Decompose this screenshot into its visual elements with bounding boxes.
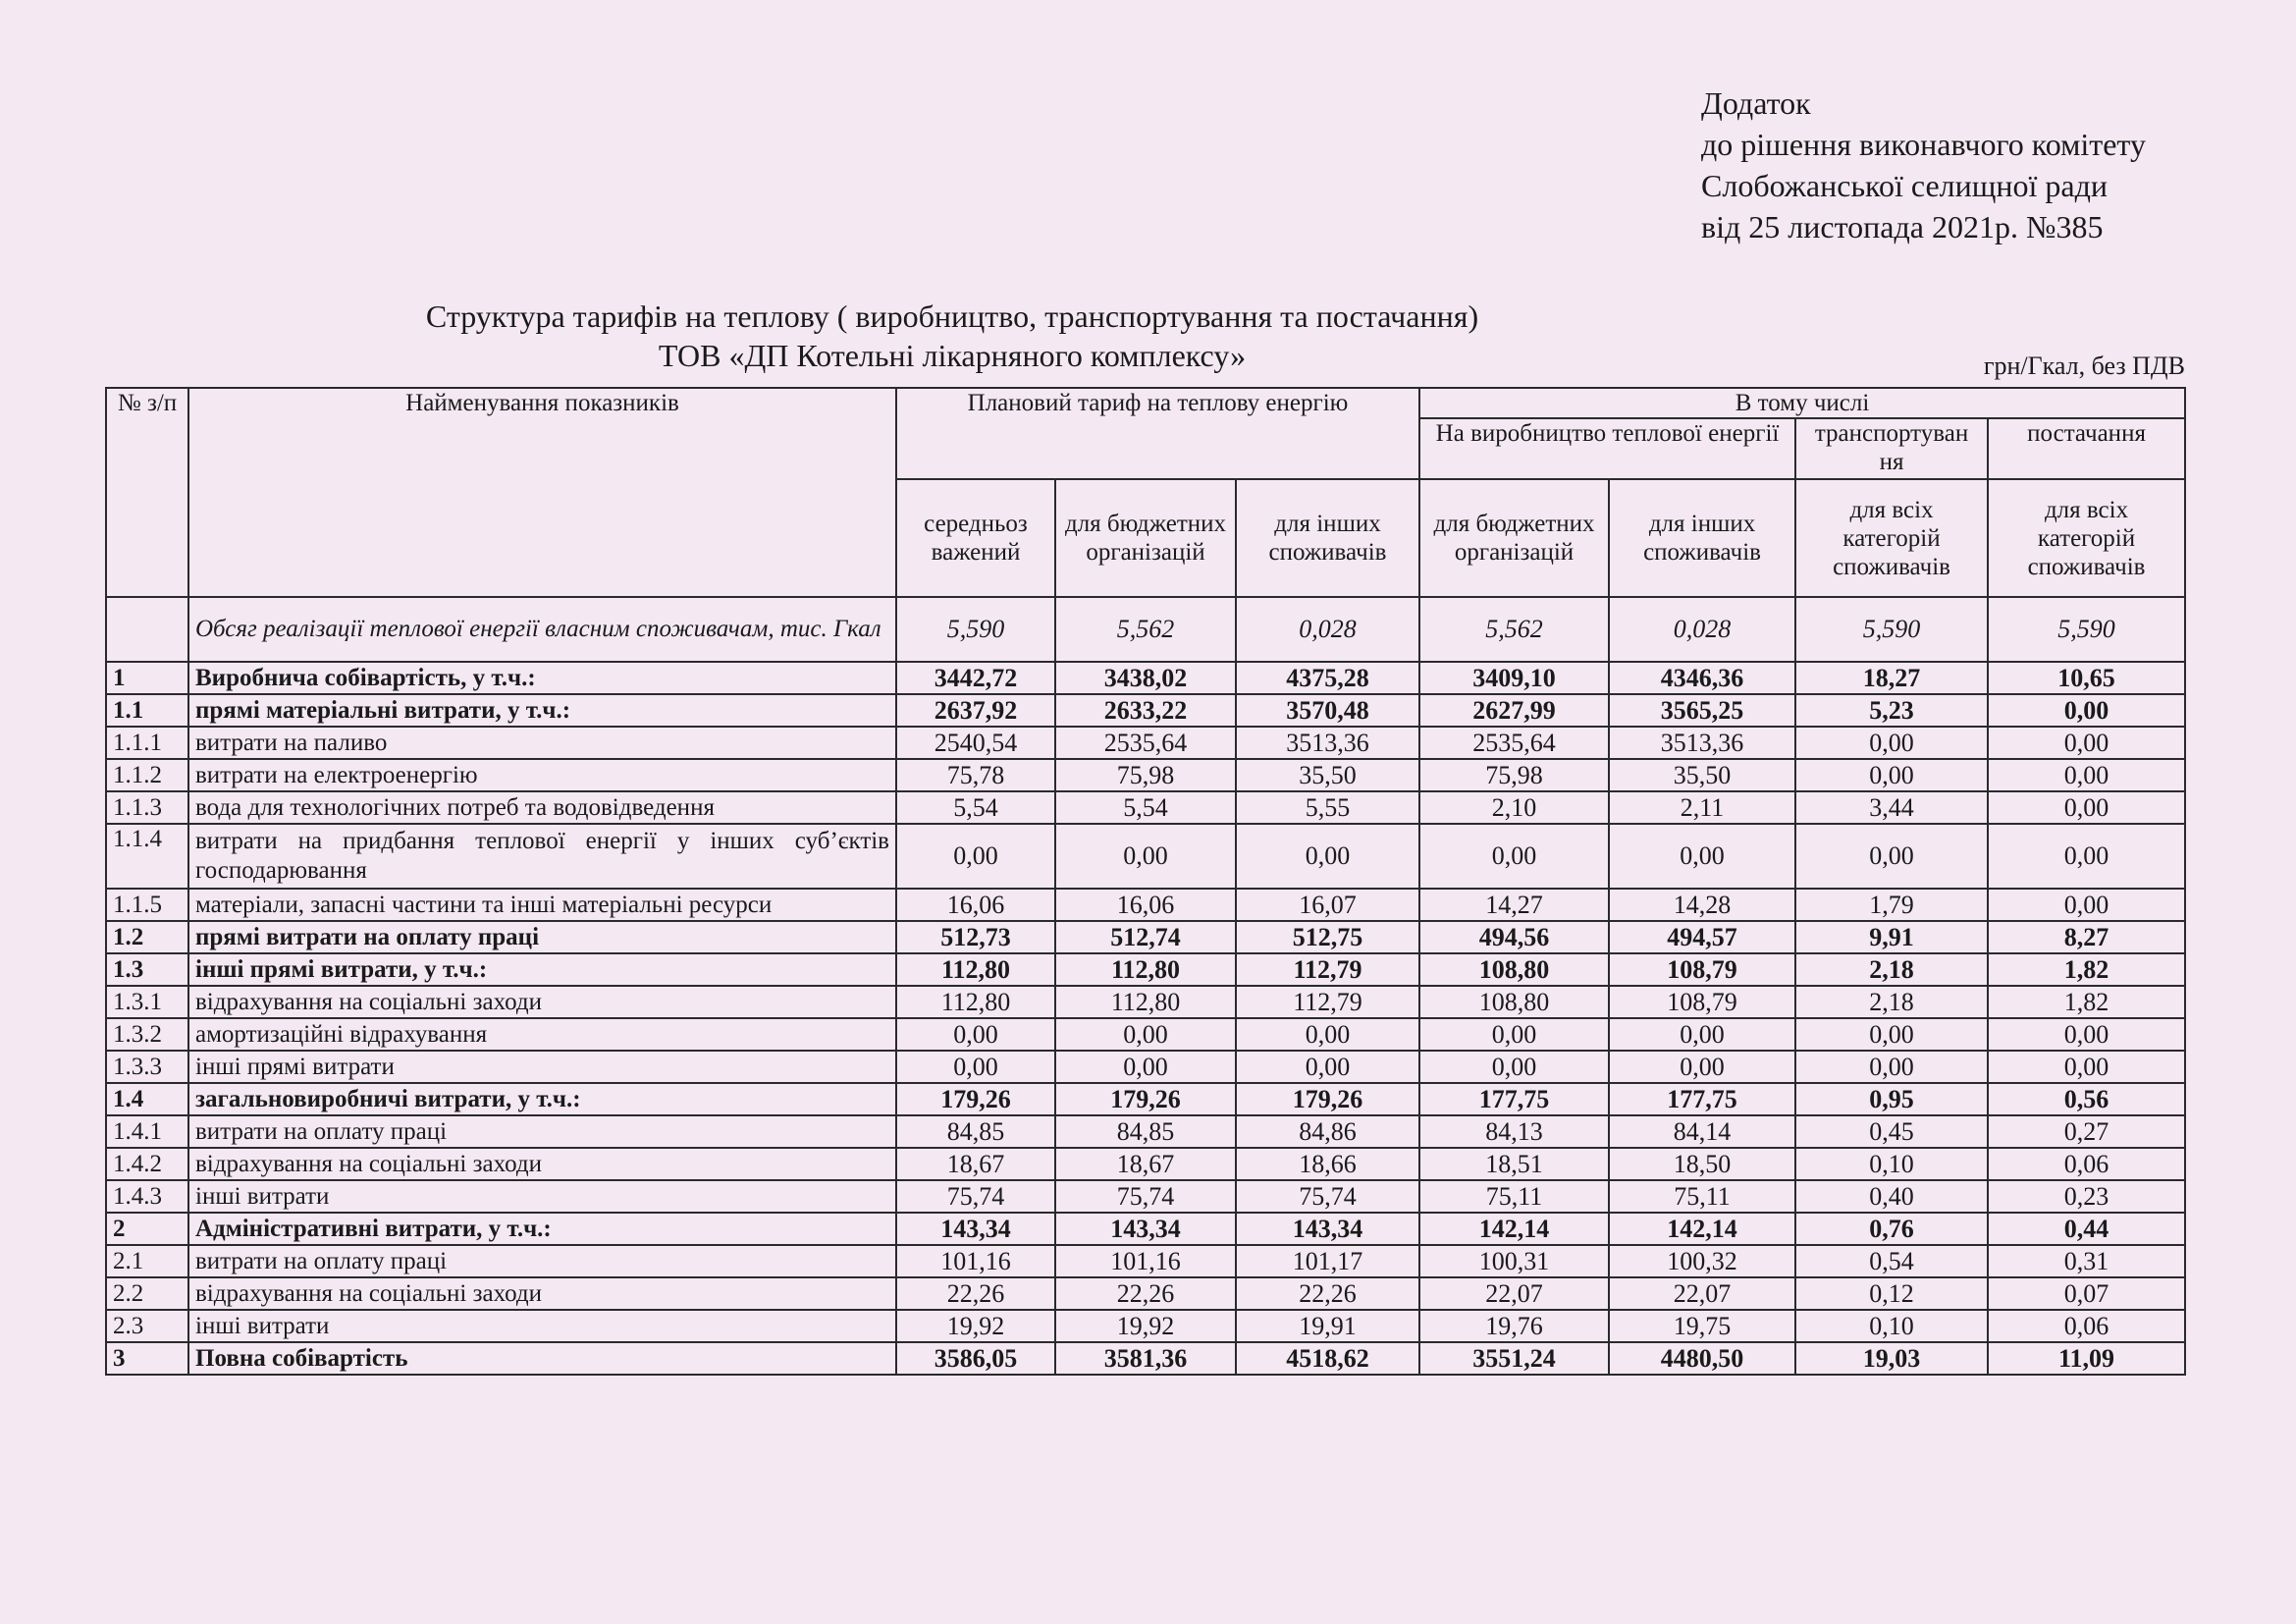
- row-value: 0,40: [1795, 1180, 1988, 1213]
- row-value: 0,00: [1988, 694, 2185, 727]
- row-value: 11,09: [1988, 1342, 2185, 1375]
- row-code: 2.1: [106, 1245, 188, 1277]
- row-value: 19,92: [896, 1310, 1055, 1342]
- table-row: [106, 986, 2185, 1018]
- table-row: [106, 1310, 2185, 1342]
- table-row: [106, 1277, 2185, 1310]
- row-code: 1.3.3: [106, 1051, 188, 1083]
- row-name: відрахування на соціальні заходи: [188, 1148, 896, 1180]
- row-value: 84,86: [1236, 1115, 1419, 1148]
- row-code: 1.4.3: [106, 1180, 188, 1213]
- row-value: 143,34: [1236, 1213, 1419, 1245]
- row-value: 35,50: [1236, 759, 1419, 791]
- row-value: 4518,62: [1236, 1342, 1419, 1375]
- row-value: 0,00: [1419, 824, 1609, 889]
- row-value: 2637,92: [896, 694, 1055, 727]
- row-value: 2,18: [1795, 986, 1988, 1018]
- row-value: 0,95: [1795, 1083, 1988, 1115]
- row-name: прямі витрати на оплату праці: [188, 921, 896, 953]
- row-value: 0,07: [1988, 1277, 2185, 1310]
- row-value: 84,13: [1419, 1115, 1609, 1148]
- table-row: [106, 824, 2185, 889]
- table-row: [106, 921, 2185, 953]
- row-code: 3: [106, 1342, 188, 1375]
- row-value: 108,80: [1419, 953, 1609, 986]
- header-transport: транспортуван ня: [1795, 418, 1988, 479]
- row-value: 179,26: [1236, 1083, 1419, 1115]
- row-value: 0,00: [1988, 791, 2185, 824]
- annex-line-3: Слобожанської селищної ради: [1701, 168, 2108, 203]
- row-value: 0,00: [1988, 889, 2185, 921]
- table-row: [106, 759, 2185, 791]
- row-value: 5,55: [1236, 791, 1419, 824]
- row-value: 3565,25: [1609, 694, 1795, 727]
- row-value: 101,17: [1236, 1245, 1419, 1277]
- row-value: 0,06: [1988, 1148, 2185, 1180]
- table-row: [106, 597, 2185, 662]
- table-row: [106, 694, 2185, 727]
- row-value: 0,028: [1236, 597, 1419, 662]
- row-value: 101,16: [896, 1245, 1055, 1277]
- header-name: Найменування показників: [188, 388, 896, 597]
- row-value: 0,00: [1236, 824, 1419, 889]
- row-value: 19,92: [1055, 1310, 1236, 1342]
- row-name: загальновиробничі витрати, у т.ч.:: [188, 1083, 896, 1115]
- row-value: 8,27: [1988, 921, 2185, 953]
- row-value: 112,80: [896, 953, 1055, 986]
- row-name: інші витрати: [188, 1310, 896, 1342]
- row-name: витрати на придбання теплової енергії у інших суб’єктів господарювання: [188, 824, 896, 889]
- row-name: інші прямі витрати: [188, 1051, 896, 1083]
- header-production: На виробництво теплової енергії: [1419, 418, 1795, 479]
- row-code: 1.1.2: [106, 759, 188, 791]
- annex-line-1: Додаток: [1701, 85, 1811, 121]
- table-row: [106, 662, 2185, 694]
- row-name: Обсяг реалізації теплової енергії власним споживачам, тис. Гкал: [188, 597, 896, 662]
- row-value: 84,14: [1609, 1115, 1795, 1148]
- row-value: 84,85: [1055, 1115, 1236, 1148]
- row-value: 0,00: [1988, 824, 2185, 889]
- row-value: 100,32: [1609, 1245, 1795, 1277]
- document-title: [0, 297, 1904, 375]
- header-other: для інших споживачів: [1236, 479, 1419, 597]
- row-value: 0,45: [1795, 1115, 1988, 1148]
- row-value: 10,65: [1988, 662, 2185, 694]
- row-code: 1.1.5: [106, 889, 188, 921]
- row-value: 112,79: [1236, 986, 1419, 1018]
- table-row: [106, 953, 2185, 986]
- row-value: 75,78: [896, 759, 1055, 791]
- row-value: 1,79: [1795, 889, 1988, 921]
- row-value: 0,00: [1795, 759, 1988, 791]
- table-row: [106, 791, 2185, 824]
- table-row: [106, 1051, 2185, 1083]
- row-value: 0,00: [1795, 824, 1988, 889]
- row-value: 4346,36: [1609, 662, 1795, 694]
- units-label: грн/Гкал, без ПДВ: [1983, 352, 2185, 380]
- table-row: [106, 1148, 2185, 1180]
- row-value: 19,76: [1419, 1310, 1609, 1342]
- row-value: 3409,10: [1419, 662, 1609, 694]
- row-value: 9,91: [1795, 921, 1988, 953]
- row-value: 142,14: [1419, 1213, 1609, 1245]
- row-value: 4480,50: [1609, 1342, 1795, 1375]
- row-value: 3438,02: [1055, 662, 1236, 694]
- row-value: 0,00: [1795, 727, 1988, 759]
- table-row: [106, 727, 2185, 759]
- row-value: 179,26: [1055, 1083, 1236, 1115]
- row-value: 0,00: [1236, 1051, 1419, 1083]
- row-value: 108,80: [1419, 986, 1609, 1018]
- row-name: Повна собівартість: [188, 1342, 896, 1375]
- row-value: 1,82: [1988, 953, 2185, 986]
- row-code: 1: [106, 662, 188, 694]
- row-value: 0,00: [1988, 727, 2185, 759]
- row-value: 0,23: [1988, 1180, 2185, 1213]
- table-row: [106, 1180, 2185, 1213]
- row-value: 16,06: [1055, 889, 1236, 921]
- row-value: 0,028: [1609, 597, 1795, 662]
- row-name: відрахування на соціальні заходи: [188, 986, 896, 1018]
- title-line-1: Структура тарифів на теплову ( виробництво, транспортування та постачання): [425, 298, 1479, 334]
- row-value: 3570,48: [1236, 694, 1419, 727]
- row-code: [106, 597, 188, 662]
- row-code: 1.3: [106, 953, 188, 986]
- row-value: 14,28: [1609, 889, 1795, 921]
- row-value: 0,00: [896, 1018, 1055, 1051]
- row-value: 177,75: [1419, 1083, 1609, 1115]
- row-value: 2535,64: [1419, 727, 1609, 759]
- row-value: 112,79: [1236, 953, 1419, 986]
- row-value: 494,56: [1419, 921, 1609, 953]
- table-row: [106, 889, 2185, 921]
- row-value: 5,590: [1988, 597, 2185, 662]
- table-row: [106, 1115, 2185, 1148]
- table-body: [106, 597, 2185, 1375]
- row-value: 494,57: [1609, 921, 1795, 953]
- row-value: 108,79: [1609, 953, 1795, 986]
- row-value: 5,562: [1419, 597, 1609, 662]
- table-row: [106, 1213, 2185, 1245]
- header-planned: Плановий тариф на теплову енергію: [896, 388, 1419, 479]
- row-value: 0,00: [1055, 824, 1236, 889]
- header-weighted: середньоз важений: [896, 479, 1055, 597]
- row-value: 5,590: [1795, 597, 1988, 662]
- row-value: 0,00: [1055, 1051, 1236, 1083]
- row-value: 0,00: [1988, 759, 2185, 791]
- row-value: 75,74: [1055, 1180, 1236, 1213]
- row-value: 2540,54: [896, 727, 1055, 759]
- row-value: 0,00: [1419, 1051, 1609, 1083]
- row-value: 142,14: [1609, 1213, 1795, 1245]
- row-value: 3442,72: [896, 662, 1055, 694]
- header-incl: В тому числі: [1419, 388, 2185, 418]
- row-value: 177,75: [1609, 1083, 1795, 1115]
- row-value: 22,07: [1419, 1277, 1609, 1310]
- row-name: інші прямі витрати, у т.ч.:: [188, 953, 896, 986]
- row-code: 2.3: [106, 1310, 188, 1342]
- row-value: 2,10: [1419, 791, 1609, 824]
- row-value: 112,80: [1055, 953, 1236, 986]
- row-name: вода для технологічних потреб та водовідведення: [188, 791, 896, 824]
- row-code: 2: [106, 1213, 188, 1245]
- header-supply: постачання: [1988, 418, 2185, 479]
- row-name: амортизаційні відрахування: [188, 1018, 896, 1051]
- row-value: 0,00: [1988, 1051, 2185, 1083]
- header-num: № з/п: [106, 388, 188, 597]
- annex-line-2: до рішення виконавчого комітету: [1701, 127, 2146, 162]
- row-code: 1.1.1: [106, 727, 188, 759]
- row-value: 101,16: [1055, 1245, 1236, 1277]
- row-value: 0,00: [1055, 1018, 1236, 1051]
- row-value: 5,590: [896, 597, 1055, 662]
- row-code: 1.4.2: [106, 1148, 188, 1180]
- row-value: 3513,36: [1609, 727, 1795, 759]
- row-value: 35,50: [1609, 759, 1795, 791]
- row-value: 19,91: [1236, 1310, 1419, 1342]
- row-code: 1.1.4: [106, 824, 188, 889]
- row-value: 2633,22: [1055, 694, 1236, 727]
- row-value: 0,00: [1795, 1018, 1988, 1051]
- table-row: [106, 1342, 2185, 1375]
- row-name: Адміністративні витрати, у т.ч.:: [188, 1213, 896, 1245]
- row-code: 1.3.1: [106, 986, 188, 1018]
- row-code: 1.2: [106, 921, 188, 953]
- table-row: [106, 1245, 2185, 1277]
- row-value: 0,00: [1609, 824, 1795, 889]
- row-value: 14,27: [1419, 889, 1609, 921]
- row-value: 5,54: [896, 791, 1055, 824]
- row-value: 3581,36: [1055, 1342, 1236, 1375]
- row-value: 75,74: [1236, 1180, 1419, 1213]
- row-value: 16,07: [1236, 889, 1419, 921]
- row-value: 0,12: [1795, 1277, 1988, 1310]
- row-value: 0,56: [1988, 1083, 2185, 1115]
- row-value: 75,74: [896, 1180, 1055, 1213]
- row-value: 512,74: [1055, 921, 1236, 953]
- row-name: прямі матеріальні витрати, у т.ч.:: [188, 694, 896, 727]
- row-name: витрати на оплату праці: [188, 1245, 896, 1277]
- row-value: 0,10: [1795, 1310, 1988, 1342]
- row-name: витрати на оплату праці: [188, 1115, 896, 1148]
- row-value: 3586,05: [896, 1342, 1055, 1375]
- row-code: 1.3.2: [106, 1018, 188, 1051]
- row-value: 112,80: [896, 986, 1055, 1018]
- row-code: 2.2: [106, 1277, 188, 1310]
- row-name: витрати на паливо: [188, 727, 896, 759]
- row-value: 0,31: [1988, 1245, 2185, 1277]
- row-value: 0,54: [1795, 1245, 1988, 1277]
- row-code: 1.4: [106, 1083, 188, 1115]
- row-value: 0,00: [1795, 1051, 1988, 1083]
- row-code: 1.1.3: [106, 791, 188, 824]
- annex-line-4: від 25 листопада 2021р. №385: [1701, 209, 2104, 244]
- table-row: [106, 1018, 2185, 1051]
- row-value: 18,50: [1609, 1148, 1795, 1180]
- row-value: 0,00: [896, 1051, 1055, 1083]
- annex-block: [1701, 82, 2146, 247]
- row-value: 18,67: [1055, 1148, 1236, 1180]
- row-value: 2535,64: [1055, 727, 1236, 759]
- row-value: 143,34: [896, 1213, 1055, 1245]
- header-trans-all: для всіх категорій споживачів: [1795, 479, 1988, 597]
- row-value: 2627,99: [1419, 694, 1609, 727]
- row-value: 0,44: [1988, 1213, 2185, 1245]
- row-value: 3513,36: [1236, 727, 1419, 759]
- row-value: 16,06: [896, 889, 1055, 921]
- row-code: 1.4.1: [106, 1115, 188, 1148]
- row-value: 18,51: [1419, 1148, 1609, 1180]
- row-value: 19,75: [1609, 1310, 1795, 1342]
- row-value: 0,76: [1795, 1213, 1988, 1245]
- row-value: 84,85: [896, 1115, 1055, 1148]
- row-value: 18,27: [1795, 662, 1988, 694]
- row-value: 75,98: [1055, 759, 1236, 791]
- row-value: 1,82: [1988, 986, 2185, 1018]
- row-value: 5,54: [1055, 791, 1236, 824]
- row-name: матеріали, запасні частини та інші матеріальні ресурси: [188, 889, 896, 921]
- row-value: 0,00: [1609, 1018, 1795, 1051]
- row-value: 22,26: [1055, 1277, 1236, 1310]
- row-value: 512,75: [1236, 921, 1419, 953]
- row-name: Виробнича собівартість, у т.ч.:: [188, 662, 896, 694]
- row-value: 22,26: [896, 1277, 1055, 1310]
- row-value: 0,00: [1236, 1018, 1419, 1051]
- row-value: 3,44: [1795, 791, 1988, 824]
- row-value: 2,11: [1609, 791, 1795, 824]
- row-value: 5,23: [1795, 694, 1988, 727]
- header-prod-other: для інших споживачів: [1609, 479, 1795, 597]
- row-value: 5,562: [1055, 597, 1236, 662]
- row-value: 75,11: [1609, 1180, 1795, 1213]
- row-value: 2,18: [1795, 953, 1988, 986]
- header-supply-all: для всіх категорій споживачів: [1988, 479, 2185, 597]
- title-line-2: ТОВ «ДП Котельні лікарняного комплексу»: [658, 338, 1247, 373]
- row-name: інші витрати: [188, 1180, 896, 1213]
- row-value: 108,79: [1609, 986, 1795, 1018]
- row-value: 18,67: [896, 1148, 1055, 1180]
- row-value: 143,34: [1055, 1213, 1236, 1245]
- row-name: відрахування на соціальні заходи: [188, 1277, 896, 1310]
- row-value: 179,26: [896, 1083, 1055, 1115]
- row-name: витрати на електроенергію: [188, 759, 896, 791]
- header-budget: для бюджетних організацій: [1055, 479, 1236, 597]
- row-value: 0,10: [1795, 1148, 1988, 1180]
- table-row: [106, 1083, 2185, 1115]
- row-value: 3551,24: [1419, 1342, 1609, 1375]
- header-prod-budget: для бюджетних організацій: [1419, 479, 1609, 597]
- row-value: 22,07: [1609, 1277, 1795, 1310]
- row-value: 19,03: [1795, 1342, 1988, 1375]
- row-value: 0,00: [1988, 1018, 2185, 1051]
- row-value: 75,11: [1419, 1180, 1609, 1213]
- row-value: 100,31: [1419, 1245, 1609, 1277]
- row-code: 1.1: [106, 694, 188, 727]
- row-value: 512,73: [896, 921, 1055, 953]
- tariff-table: [105, 387, 2186, 1376]
- row-value: 112,80: [1055, 986, 1236, 1018]
- row-value: 0,00: [896, 824, 1055, 889]
- row-value: 22,26: [1236, 1277, 1419, 1310]
- row-value: 0,00: [1419, 1018, 1609, 1051]
- row-value: 0,06: [1988, 1310, 2185, 1342]
- row-value: 4375,28: [1236, 662, 1419, 694]
- row-value: 0,27: [1988, 1115, 2185, 1148]
- row-value: 18,66: [1236, 1148, 1419, 1180]
- row-value: 0,00: [1609, 1051, 1795, 1083]
- row-value: 75,98: [1419, 759, 1609, 791]
